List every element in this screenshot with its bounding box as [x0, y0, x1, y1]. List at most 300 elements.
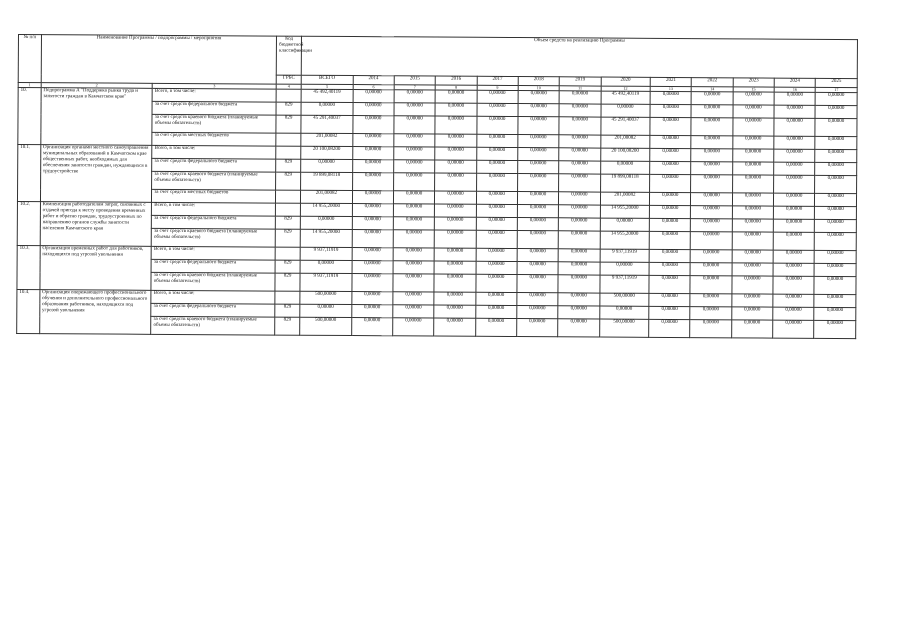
amount-total: 19 899,08118	[301, 172, 353, 190]
amount-year: 14 955,20000	[600, 231, 650, 249]
amount-year: 0,00000	[773, 206, 814, 219]
header-year: 2016	[435, 76, 476, 85]
amount-year: 9 937,11919	[599, 275, 649, 293]
amount-year: 0,00000	[352, 134, 393, 147]
amount-year: 0,00000	[517, 231, 558, 249]
amount-year: 0,00000	[434, 305, 475, 318]
amount-year: 0,00000	[517, 174, 558, 192]
header-year: 2019	[559, 77, 600, 86]
grbs-code: 829	[275, 304, 300, 317]
amount-year: 45 492,40119	[601, 91, 651, 104]
column-index: 5	[301, 84, 353, 89]
amount-year: 0,00000	[559, 104, 600, 117]
amount-year: 0,00000	[558, 319, 599, 337]
funding-source: за счет средств федерального бюджета	[152, 101, 276, 115]
amount-year: 0,00000	[559, 117, 600, 135]
grbs-code: 829	[275, 317, 300, 335]
header-year: 2020	[601, 77, 651, 86]
amount-year: 0,00000	[434, 318, 475, 336]
column-index: 10	[518, 86, 559, 91]
funding-source: за счет средств краевого бюджета (планируемые объемы обязательств)	[152, 171, 276, 190]
amount-year: 0,00000	[518, 148, 559, 161]
amount-year: 0,00000	[649, 275, 690, 293]
amount-year: 0,00000	[518, 91, 559, 104]
amount-year: 0,00000	[476, 248, 517, 261]
amount-year: 0,00000	[394, 134, 435, 147]
amount-year: 0,00000	[352, 204, 393, 217]
column-index: 13	[650, 86, 691, 91]
column-index: 3	[152, 83, 276, 89]
amount-year: 0,00000	[773, 219, 814, 232]
amount-year: 0,00000	[732, 175, 773, 193]
amount-year: 0,00000	[518, 135, 559, 148]
amount-year: 0,00000	[814, 276, 856, 294]
amount-year: 0,00000	[600, 262, 650, 275]
amount-year: 0,00000	[435, 217, 476, 230]
amount-year: 45 291,40037	[600, 117, 650, 135]
grbs-code	[276, 146, 301, 159]
amount-total: 14 955,20000	[300, 203, 352, 216]
column-index: 7	[394, 85, 435, 90]
amount-year: 0,00000	[732, 263, 773, 276]
amount-year: 0,00000	[773, 294, 814, 307]
amount-year: 0,00000	[733, 136, 774, 149]
funding-source: Всего, в том числе:	[152, 88, 276, 102]
amount-year: 0,00000	[732, 193, 773, 206]
amount-year: 0,00000	[434, 261, 475, 274]
header-kbk: Код бюджетной классификации	[276, 36, 301, 75]
amount-year: 0,00000	[774, 118, 815, 136]
amount-year: 0,00000	[814, 320, 856, 338]
amount-year: 0,00000	[690, 276, 731, 294]
amount-year: 0,00000	[815, 232, 857, 250]
amount-year: 0,00000	[558, 275, 599, 293]
grbs-code: 829	[276, 216, 301, 229]
header-year: 2021	[650, 77, 691, 86]
amount-year: 0,00000	[394, 160, 435, 173]
amount-year: 0,00000	[815, 149, 857, 162]
header-year: 2023	[733, 78, 774, 87]
amount-year: 0,00000	[352, 173, 393, 191]
funding-source: Всего, в том числе:	[152, 202, 276, 216]
amount-year: 0,00000	[690, 263, 731, 276]
amount-year: 0,00000	[394, 103, 435, 116]
funding-source: за счет средств местных бюджетов	[152, 132, 276, 146]
amount-year: 0,00000	[731, 320, 772, 338]
amount-year: 0,00000	[649, 306, 690, 319]
amount-year: 0,00000	[558, 249, 599, 262]
header-year: 2024	[774, 78, 815, 87]
amount-year: 0,00000	[690, 320, 731, 338]
amount-year: 0,00000	[814, 250, 856, 263]
amount-year: 0,00000	[559, 192, 600, 205]
amount-year: 0,00000	[650, 174, 691, 192]
header-year: 2014	[353, 76, 394, 85]
amount-year: 0,00000	[649, 205, 690, 218]
amount-year: 0,00000	[691, 206, 732, 219]
amount-year: 0,00000	[352, 274, 393, 292]
amount-year: 0,00000	[773, 232, 814, 250]
item-name: Организация временных работ для работников, находящихся под угрозой увольнения	[40, 246, 152, 291]
amount-year: 0,00000	[476, 230, 517, 248]
amount-year: 0,00000	[351, 305, 392, 318]
amount-year: 0,00000	[476, 274, 517, 292]
amount-year: 0,00000	[815, 92, 857, 105]
funding-source: за счет средств местных бюджетов	[152, 189, 276, 203]
header-year: 2017	[477, 76, 518, 85]
grbs-code: 829	[275, 273, 300, 291]
amount-year: 0,00000	[394, 90, 435, 103]
funding-source: Всего, в том числе:	[151, 290, 275, 304]
amount-year: 14 955,20000	[600, 205, 650, 218]
amount-total: 0,00000	[300, 260, 352, 273]
amount-total: 0,00000	[301, 159, 353, 172]
column-index: 6	[353, 85, 394, 90]
amount-year: 0,00000	[394, 147, 435, 160]
amount-year: 0,00000	[517, 293, 558, 306]
amount-year: 0,00000	[690, 307, 731, 320]
amount-year: 0,00000	[435, 160, 476, 173]
amount-year: 0,00000	[732, 149, 773, 162]
header-total: ВСЕГО	[301, 75, 353, 84]
amount-year: 0,00000	[352, 217, 393, 230]
amount-year: 0,00000	[476, 191, 517, 204]
item-name: Подпрограмма А "Поддержка рынка труда и занятости граждан в Камчатском крае"	[41, 88, 153, 146]
amount-year: 0,00000	[691, 250, 732, 263]
amount-year: 0,00000	[815, 118, 857, 136]
amount-year: 0,00000	[558, 262, 599, 275]
amount-year: 20 100,08200	[600, 148, 650, 161]
amount-year: 0,00000	[475, 318, 516, 336]
amount-year: 0,00000	[650, 117, 691, 135]
amount-year: 0,00000	[732, 232, 773, 250]
amount-year: 0,00000	[475, 292, 516, 305]
amount-year: 0,00000	[815, 206, 857, 219]
grbs-code: 829	[276, 159, 301, 172]
amount-year: 0,00000	[353, 90, 394, 103]
amount-year: 0,00000	[732, 206, 773, 219]
amount-year: 0,00000	[649, 249, 690, 262]
amount-total: 0,00000	[300, 304, 352, 317]
funding-source: за счет средств федерального бюджета	[152, 158, 276, 172]
amount-year: 0,00000	[815, 193, 857, 206]
grbs-code: 829	[275, 260, 300, 273]
header-year: 2022	[692, 78, 733, 87]
amount-year: 0,00000	[435, 191, 476, 204]
column-index: 11	[559, 86, 600, 91]
amount-year: 0,00000	[476, 147, 517, 160]
amount-year: 0,00000	[774, 193, 815, 206]
header-volume: Объем средств на реализацию Программы	[301, 36, 857, 78]
amount-year: 0,00000	[353, 103, 394, 116]
amount-year: 0,00000	[691, 149, 732, 162]
amount-year: 0,00000	[773, 250, 814, 263]
column-index: 17	[816, 87, 858, 92]
amount-year: 201,00082	[600, 192, 650, 205]
amount-year: 0,00000	[650, 148, 691, 161]
amount-year: 0,00000	[600, 161, 650, 174]
amount-year: 0,00000	[599, 306, 649, 319]
amount-year: 0,00000	[476, 204, 517, 217]
amount-year: 201,00082	[600, 135, 650, 148]
grbs-code: 829	[276, 115, 301, 133]
column-index: 8	[435, 85, 476, 90]
item-name: Организация органами местного самоуправления муниципальных образований в Камчатском крае общественных работ, необходимых для обеспечения занятости граждан, нуждающихся в трудоустройстве	[40, 145, 152, 203]
table-header	[18, 35, 857, 93]
item-number: 10.	[18, 88, 41, 145]
amount-year: 0,00000	[692, 92, 733, 105]
amount-year: 0,00000	[559, 135, 600, 148]
amount-year: 0,00000	[393, 305, 434, 318]
amount-year: 0,00000	[559, 205, 600, 218]
column-index: 16	[774, 87, 815, 92]
amount-year: 0,00000	[558, 293, 599, 306]
funding-source: за счет средств краевого бюджета (планируемые объемы обязательств)	[151, 272, 275, 291]
amount-total: 14 955,20000	[300, 229, 352, 247]
amount-year: 0,00000	[558, 231, 599, 249]
funding-source: за счет средств федерального бюджета	[152, 215, 276, 229]
funding-source: Всего, в том числе:	[152, 145, 276, 159]
grbs-code	[276, 190, 301, 203]
amount-year: 0,00000	[773, 320, 814, 338]
amount-year: 0,00000	[774, 175, 815, 193]
amount-year: 0,00000	[649, 218, 690, 231]
amount-year: 0,00000	[435, 134, 476, 147]
amount-year: 0,00000	[393, 191, 434, 204]
amount-year: 0,00000	[814, 263, 856, 276]
funding-source: за счет средств краевого бюджета (планируемые объемы обязательств)	[151, 316, 275, 335]
amount-year: 0,00000	[394, 116, 435, 134]
column-index: 4	[276, 84, 301, 89]
table-body	[17, 88, 857, 339]
amount-year: 0,00000	[393, 261, 434, 274]
amount-year: 0,00000	[733, 92, 774, 105]
amount-year: 0,00000	[517, 192, 558, 205]
amount-year: 0,00000	[732, 276, 773, 294]
amount-year: 0,00000	[650, 104, 691, 117]
amount-year: 0,00000	[773, 307, 814, 320]
header-year: 2015	[394, 76, 435, 85]
amount-total: 0,00000	[300, 216, 352, 229]
amount-year: 0,00000	[518, 104, 559, 117]
header-no: № п/п	[18, 35, 41, 83]
amount-year: 0,00000	[352, 160, 393, 173]
grbs-code: 829	[276, 102, 301, 115]
item-name: Организация опережающего профессионального обучения и дополнительного профессионального образования работников, находящихся под угрозой увольнения	[39, 290, 151, 335]
amount-year: 0,00000	[352, 292, 393, 305]
funding-source: за счет средств федерального бюджета	[151, 303, 275, 317]
amount-year: 0,00000	[352, 191, 393, 204]
amount-total: 201,00082	[300, 190, 352, 203]
amount-year: 0,00000	[650, 192, 691, 205]
amount-year: 0,00000	[773, 263, 814, 276]
amount-year: 0,00000	[649, 231, 690, 249]
amount-year: 0,00000	[476, 116, 517, 134]
amount-year: 0,00000	[434, 230, 475, 248]
amount-year: 0,00000	[815, 175, 857, 193]
amount-year: 0,00000	[815, 162, 857, 175]
amount-year: 0,00000	[476, 134, 517, 147]
amount-year: 0,00000	[518, 161, 559, 174]
amount-year: 0,00000	[352, 147, 393, 160]
amount-year: 0,00000	[393, 318, 434, 336]
amount-total: 9 937,11919	[300, 247, 352, 260]
amount-year: 9 937,11919	[600, 249, 650, 262]
amount-year: 0,00000	[649, 293, 690, 306]
grbs-code	[275, 247, 300, 260]
amount-year: 0,00000	[435, 204, 476, 217]
amount-year: 0,00000	[649, 262, 690, 275]
amount-year: 0,00000	[649, 319, 690, 337]
grbs-code	[276, 89, 301, 102]
amount-total: 45 291,40037	[301, 115, 353, 133]
amount-year: 0,00000	[559, 148, 600, 161]
amount-year: 0,00000	[476, 261, 517, 274]
amount-year: 0,00000	[650, 161, 691, 174]
amount-year: 19 899,08118	[600, 174, 650, 192]
amount-total: 500,00000	[300, 317, 352, 335]
amount-total: 0,00000	[301, 102, 353, 115]
column-index: 2	[41, 83, 153, 89]
amount-year: 0,00000	[352, 248, 393, 261]
amount-year: 0,00000	[435, 116, 476, 134]
header-grbs: ГРБС	[276, 75, 301, 84]
amount-year: 0,00000	[691, 118, 732, 136]
amount-year: 0,00000	[774, 105, 815, 118]
amount-year: 0,00000	[476, 173, 517, 191]
amount-year: 0,00000	[517, 319, 558, 337]
amount-year: 0,00000	[559, 174, 600, 192]
column-index: 9	[477, 85, 518, 90]
funding-source: за счет средств краевого бюджета (планируемые объемы обязательств)	[152, 114, 276, 133]
amount-year: 0,00000	[773, 276, 814, 294]
amount-year: 0,00000	[733, 118, 774, 136]
amount-year: 0,00000	[475, 305, 516, 318]
amount-year: 0,00000	[559, 161, 600, 174]
amount-year: 0,00000	[393, 274, 434, 292]
amount-year: 0,00000	[353, 116, 394, 134]
amount-total: 9 937,11919	[300, 273, 352, 291]
amount-year: 0,00000	[434, 248, 475, 261]
amount-year: 0,00000	[393, 230, 434, 248]
amount-year: 0,00000	[352, 261, 393, 274]
amount-year: 0,00000	[774, 162, 815, 175]
amount-year: 0,00000	[435, 147, 476, 160]
amount-total: 20 100,08200	[301, 146, 353, 159]
amount-year: 0,00000	[732, 250, 773, 263]
amount-year: 0,00000	[434, 292, 475, 305]
amount-year: 0,00000	[732, 219, 773, 232]
amount-total: 500,00000	[300, 291, 352, 304]
amount-total: 45 492,40119	[301, 89, 353, 102]
grbs-code: 829	[276, 172, 301, 190]
amount-year: 0,00000	[691, 175, 732, 193]
grbs-code: 829	[275, 229, 300, 247]
grbs-code	[275, 291, 300, 304]
budget-table	[16, 34, 858, 339]
amount-year: 0,00000	[517, 306, 558, 319]
amount-year: 0,00000	[691, 105, 732, 118]
column-index: 12	[601, 86, 651, 91]
amount-year: 0,00000	[393, 204, 434, 217]
grbs-code	[276, 203, 301, 216]
amount-year: 0,00000	[732, 162, 773, 175]
amount-year: 0,00000	[394, 173, 435, 191]
amount-year: 0,00000	[476, 217, 517, 230]
amount-year: 0,00000	[435, 173, 476, 191]
amount-year: 0,00000	[814, 307, 856, 320]
amount-year: 0,00000	[518, 117, 559, 135]
amount-year: 500,00000	[599, 293, 649, 306]
amount-year: 0,00000	[559, 91, 600, 104]
amount-year: 0,00000	[477, 103, 518, 116]
amount-year: 0,00000	[434, 274, 475, 292]
amount-year: 0,00000	[691, 219, 732, 232]
funding-source: за счет средств краевого бюджета (планируемые объемы обязательств)	[151, 228, 275, 247]
header-year: 2018	[518, 77, 559, 86]
amount-year: 0,00000	[517, 275, 558, 293]
amount-year: 0,00000	[691, 193, 732, 206]
amount-year: 0,00000	[650, 91, 691, 104]
amount-year: 0,00000	[558, 306, 599, 319]
amount-year: 0,00000	[477, 90, 518, 103]
amount-year: 0,00000	[393, 292, 434, 305]
amount-year: 0,00000	[815, 105, 857, 118]
amount-year: 0,00000	[517, 205, 558, 218]
amount-year: 0,00000	[690, 294, 731, 307]
column-index: 15	[733, 87, 774, 92]
amount-year: 0,00000	[691, 136, 732, 149]
amount-year: 0,00000	[815, 136, 857, 149]
amount-year: 0,00000	[774, 92, 815, 105]
amount-year: 0,00000	[393, 248, 434, 261]
item-number: 10.2.	[17, 201, 40, 245]
item-number: 10.1.	[17, 145, 40, 202]
header-year: 2025	[816, 78, 858, 87]
amount-total: 201,00082	[301, 133, 353, 146]
item-name: Компенсация работодателям затрат, связанных с отдачей пригода к месту проведения временных работ и обратно граждан, трудоустроенных по направлению органов службы занятости населения Камчатского края	[40, 202, 152, 247]
item-number: 10.4.	[17, 289, 40, 333]
column-index: 1	[18, 83, 41, 88]
amount-year: 500,00000	[599, 319, 649, 337]
header-name: Наименование Программы / подпрограммы / мероприятия	[41, 35, 277, 84]
amount-year: 0,00000	[774, 149, 815, 162]
item-number: 10.3.	[17, 245, 40, 289]
amount-year: 0,00000	[351, 318, 392, 336]
funding-source: Всего, в том числе:	[151, 246, 275, 260]
grbs-code	[276, 133, 301, 146]
amount-year: 0,00000	[600, 218, 650, 231]
funding-source: за счет средств федерального бюджета	[151, 259, 275, 273]
amount-year: 0,00000	[352, 230, 393, 248]
amount-year: 0,00000	[476, 160, 517, 173]
amount-year: 0,00000	[650, 135, 691, 148]
amount-year: 0,00000	[559, 218, 600, 231]
amount-year: 0,00000	[691, 162, 732, 175]
amount-year: 0,00000	[517, 262, 558, 275]
amount-year: 0,00000	[435, 103, 476, 116]
amount-year: 0,00000	[691, 232, 732, 250]
amount-year: 0,00000	[601, 104, 651, 117]
amount-year: 0,00000	[732, 307, 773, 320]
amount-year: 0,00000	[814, 294, 856, 307]
amount-year: 0,00000	[815, 219, 857, 232]
amount-year: 0,00000	[517, 218, 558, 231]
amount-year: 0,00000	[393, 217, 434, 230]
amount-year: 0,00000	[435, 90, 476, 103]
amount-year: 0,00000	[774, 136, 815, 149]
amount-year: 0,00000	[517, 249, 558, 262]
